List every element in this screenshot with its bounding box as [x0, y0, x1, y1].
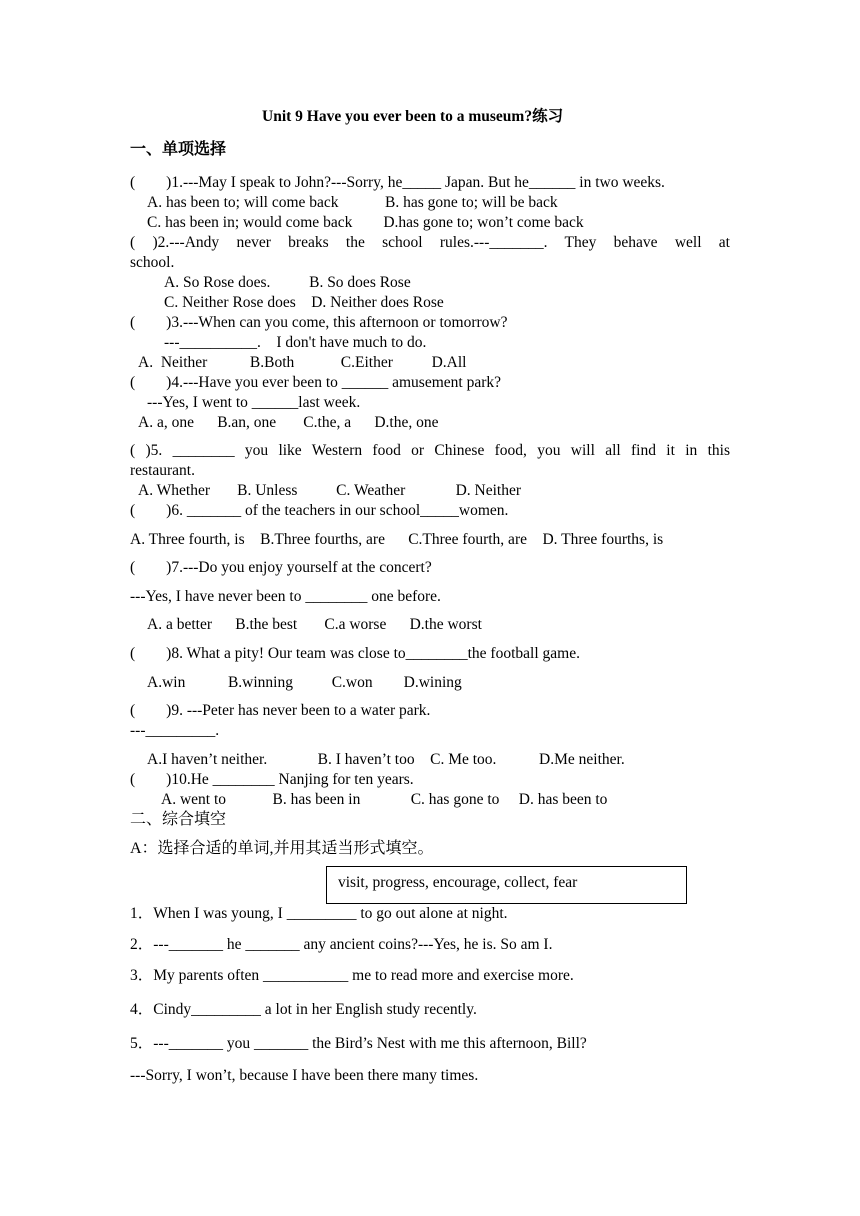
q1-stem: ( )1.---May I speak to John?---Sorry, he_____ Japan. But he______ in two weeks.: [130, 174, 665, 191]
q4-answer: ---Yes, I went to ______last week.: [147, 394, 361, 411]
q3-options: A. Neither B.Both C.Either D.All: [138, 354, 467, 371]
q7-stem: ( )7.---Do you enjoy yourself at the concert?: [130, 559, 432, 576]
fill-item-3: 3．My parents often ___________ me to read more and exercise more.: [130, 967, 574, 984]
q1-options-a: A. has been to; will come back B. has gone to; will be back: [147, 194, 558, 211]
q5-options: A. Whether B. Unless C. Weather D. Neither: [138, 482, 522, 499]
q6-options: A. Three fourth, is B.Three fourths, are C.Three fourth, are D. Three fourths, is: [130, 531, 664, 548]
q8-stem: ( )8. What a pity! Our team was close to________the football game.: [130, 645, 580, 662]
q4-options: A. a, one B.an, one C.the, a D.the, one: [138, 414, 439, 431]
q4-stem: ( )4.---Have you ever been to ______ amusement park?: [130, 374, 502, 391]
q10-stem: ( )10.He ________ Nanjing for ten years.: [130, 771, 414, 788]
q2-options-a: A. So Rose does. B. So does Rose: [164, 274, 411, 291]
q6-stem: ( )6. _______ of the teachers in our school_____women.: [130, 502, 509, 519]
q5-stem: ( )5. ________ you like Western food or Chinese food, you will all find it in this: [130, 442, 730, 459]
q2-options-b: C. Neither Rose does D. Neither does Rose: [164, 294, 444, 311]
q1-options-b: C. has been in; would come back D.has gone to; won’t come back: [147, 214, 584, 231]
q9-answer: ---_________.: [130, 722, 220, 739]
q9-stem: ( )9. ---Peter has never been to a water park.: [130, 702, 431, 719]
fill-item-4: 4．Cindy_________ a lot in her English study recently.: [130, 1001, 477, 1018]
q3-stem: ( )3.---When can you come, this afternoon or tomorrow?: [130, 314, 508, 331]
fill-item-1: 1．When I was young, I _________ to go out alone at night.: [130, 905, 508, 922]
section2-sub-heading: A：选择合适的单词,并用其适当形式填空。: [130, 840, 434, 857]
q10-options: A. went to B. has been in C. has gone to D. has been to: [161, 791, 608, 808]
q8-options: A.win B.winning C.won D.wining: [147, 674, 462, 691]
q7-options: A. a better B.the best C.a worse D.the worst: [147, 616, 482, 633]
fill-item-5: 5．---_______ you _______ the Bird’s Nest with me this afternoon, Bill?: [130, 1035, 587, 1052]
word-box-text: visit, progress, encourage, collect, fear: [338, 874, 578, 891]
section1-heading: 一、单项选择: [130, 141, 227, 158]
q9-options: A.I haven’t neither. B. I haven’t too C. Me too. D.Me neither.: [147, 751, 625, 768]
q2-stem-cont: school.: [130, 254, 175, 271]
fill-item-5-reply: ---Sorry, I won’t, because I have been there many times.: [130, 1067, 479, 1084]
q7-answer: ---Yes, I have never been to ________ one before.: [130, 588, 441, 605]
q3-answer: ---__________. I don't have much to do.: [164, 334, 427, 351]
section2-heading: 二、综合填空: [130, 811, 227, 828]
word-box: [326, 866, 687, 904]
fill-item-2: 2．---_______ he _______ any ancient coins?---Yes, he is. So am I.: [130, 936, 553, 953]
q2-stem: ( )2.---Andy never breaks the school rules.---_______. They behave well at: [130, 234, 730, 251]
q5-stem-cont: restaurant.: [130, 462, 195, 479]
page-title: Unit 9 Have you ever been to a museum?练习: [262, 108, 564, 125]
